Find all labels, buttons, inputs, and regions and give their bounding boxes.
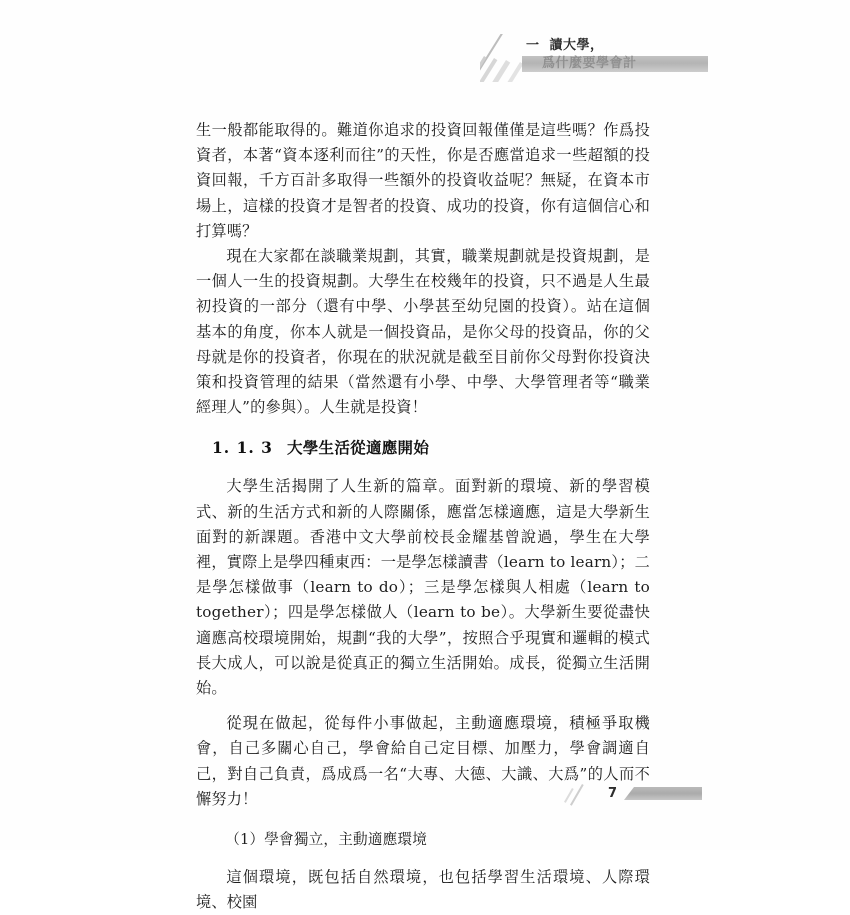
running-header: [480, 30, 720, 86]
paragraph-continued: 生一般都能取得的。難道你追求的投資回報僅僅是這些嗎？作爲投資者，本著“資本逐利而往”的天性，你是否應當追求一些超額的投資回報，千方百計多取得一些額外的投資收益呢？無疑，在資本市場上，這樣的投資才是智者的投資、成功的投資，你有這個信心和打算嗎？: [196, 121, 650, 240]
header-chapter-number: 一: [526, 38, 540, 53]
header-chapter-title: 讀大學，: [549, 38, 604, 53]
paragraph-university-life: 大學生活揭開了人生新的篇章。面對新的環境、新的學習模式、新的生活方式和新的人際關係，應當怎樣適應，這是大學新生面對的新課題。香港中文大學前校長金耀基曾說過，學生在大學裡，實際上是學四種東西：一是學怎樣讀書（learn to learn）；二是學怎樣做事（learn to do）；三是學怎樣與人相處（learn to together）；四是學怎樣做人（learn to be）。大學新生要從盡快適應高校環境開始，規劃“我的大學”，按照合乎現實和邏輯的模式長大成人，可以說是從真正的獨立生活開始。成長，從獨立生活開始。: [196, 477, 650, 698]
section-number: 1. 1. 3: [212, 438, 273, 458]
header-chapter-line: [526, 34, 604, 53]
page-footer: [560, 782, 720, 812]
paragraph-environment: 這個環境，既包括自然環境，也包括學習生活環境、人際環境、校園: [196, 868, 650, 912]
section-title: 大學生活從適應開始: [286, 438, 430, 458]
paragraph-start-now: 從現在做起，從每件小事做起，主動適應環境，積極爭取機會，自己多關心自己，學會給自己定目標、加壓力，學會調適自己，對自己負責，爲成爲一名“大專、大德、大識、大爲”的人而不懈努力！: [196, 714, 650, 808]
footer-gray-band: [624, 787, 702, 800]
section-heading: [196, 436, 650, 458]
header-chapter-subtitle: 爲什麼要學會計: [542, 56, 637, 71]
page-number: 7: [608, 786, 618, 801]
paragraph-career-planning: 現在大家都在談職業規劃，其實，職業規劃就是投資規劃，是一個人一生的投資規劃。大學生在校幾年的投資，只不過是人生最初投資的一部分（還有中學、小學甚至幼兒園的投資）。站在這個基本的角度，你本人就是一個投資品，是你父母的投資品，你的父母就是你的投資者，你現在的狀況就是截至目前你父母對你投資決策和投資管理的結果（當然還有小學、中學、大學管理者等“職業經理人”的參與）。人生就是投資！: [196, 247, 650, 417]
subsection-heading: （1）學會獨立，主動適應環境: [225, 831, 427, 849]
